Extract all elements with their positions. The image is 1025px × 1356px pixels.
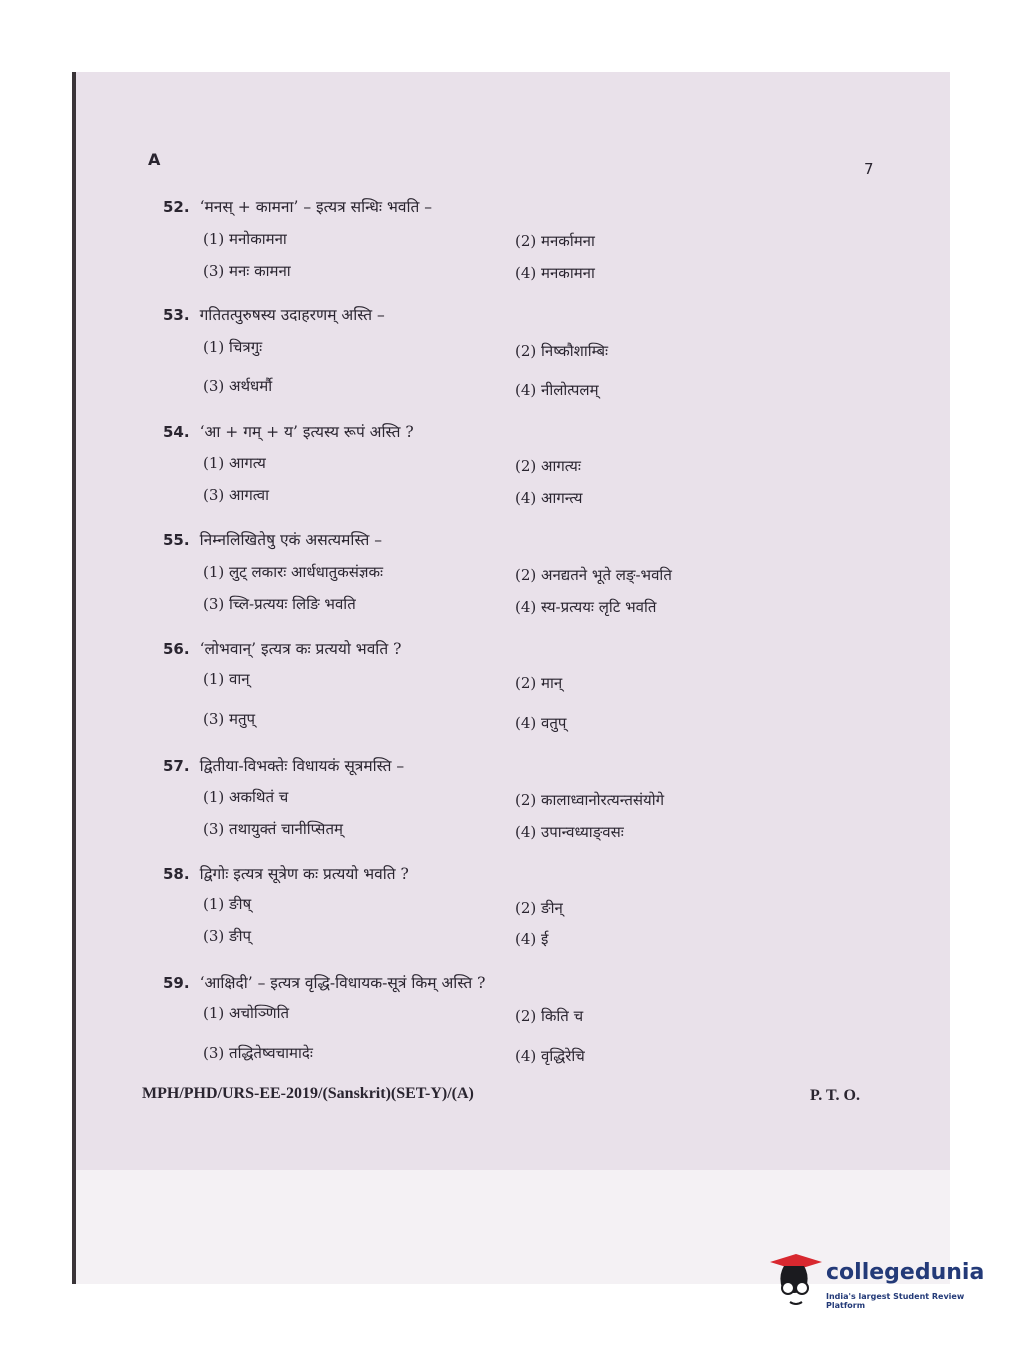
question-text: गतितत्पुरुषस्य उदाहरणम् अस्ति – xyxy=(199,306,385,324)
option-3: (3) च्लि-प्रत्ययः लिङि भवति xyxy=(203,595,356,613)
question-text: निम्नलिखितेषु एकं असत्यमस्ति – xyxy=(199,531,382,549)
option-4: (4) नीलोत्पलम् xyxy=(515,381,599,399)
option-2: (2) अनद्यतने भूते लङ्-भवति xyxy=(515,566,672,584)
option-4: (4) ई xyxy=(515,930,549,948)
option-2: (2) किति च xyxy=(515,1007,584,1025)
option-1: (1) वान् xyxy=(203,670,250,688)
option-3: (3) तद्धितेष्वचामादेः xyxy=(203,1044,313,1062)
option-3: (3) मनः कामना xyxy=(203,262,291,280)
question-stem xyxy=(163,971,485,993)
question-stem xyxy=(163,862,409,884)
pto-label: P. T. O. xyxy=(810,1087,860,1104)
question-text: ‘आ + गम् + य’ इत्यस्य रूपं अस्ति ? xyxy=(199,423,414,441)
question-text: ‘मनस् + कामना’ – इत्यत्र सन्धिः भवति – xyxy=(199,198,433,216)
set-letter: A xyxy=(148,150,161,169)
collegedunia-logo xyxy=(766,1248,996,1312)
question-stem xyxy=(163,637,401,659)
option-1: (1) ङीष् xyxy=(203,895,252,913)
question-text: द्विगोः इत्यत्र सूत्रेण कः प्रत्ययो भवति ? xyxy=(199,865,409,883)
option-4: (4) वृद्धिरेचि xyxy=(515,1047,585,1065)
option-3: (3) मतुप् xyxy=(203,710,256,728)
option-4: (4) आगन्त्य xyxy=(515,489,583,507)
question-text: ‘लोभवान्’ इत्यत्र कः प्रत्ययो भवति ? xyxy=(199,640,402,658)
option-1: (1) मनोकामना xyxy=(203,230,287,248)
option-4: (4) मनकामना xyxy=(515,264,595,282)
question-number: 55. xyxy=(163,531,190,549)
option-2: (2) निष्कौशाम्बिः xyxy=(515,342,609,360)
option-1: (1) चित्रगुः xyxy=(203,338,263,356)
question-text: द्वितीया-विभक्तेः विधायकं सूत्रमस्ति – xyxy=(199,757,405,775)
option-2: (2) कालाध्वानोरत्यन्तसंयोगे xyxy=(515,791,665,809)
question-number: 56. xyxy=(163,640,190,658)
question-number: 57. xyxy=(163,757,190,775)
question-stem xyxy=(163,195,432,217)
option-1: (1) लुट् लकारः आर्धधातुकसंज्ञकः xyxy=(203,563,384,581)
option-1: (1) अकथितं च xyxy=(203,788,289,806)
option-3: (3) ङीप् xyxy=(203,927,251,945)
option-1: (1) अचोञ्णिति xyxy=(203,1004,290,1022)
option-2: (2) मान् xyxy=(515,674,563,692)
option-4: (4) उपान्वध्याङ्वसः xyxy=(515,823,624,841)
option-4: (4) वतुप् xyxy=(515,714,567,732)
question-number: 54. xyxy=(163,423,190,441)
question-stem xyxy=(163,420,414,442)
option-1: (1) आगत्य xyxy=(203,454,266,472)
question-number: 58. xyxy=(163,865,190,883)
option-2: (2) आगत्यः xyxy=(515,457,581,475)
option-3: (3) अर्थधर्मौ xyxy=(203,377,273,395)
question-number: 53. xyxy=(163,306,190,324)
question-stem xyxy=(163,528,382,550)
paper-edge-shadow xyxy=(72,72,76,1284)
mascot-icon xyxy=(766,1248,824,1312)
question-number: 59. xyxy=(163,974,190,992)
question-text: ‘आक्षिदी’ – इत्यत्र वृद्धि-विधायक-सूत्रं किम् अस्ति ? xyxy=(199,974,486,992)
logo-tagline: India's largest Student Review Platform xyxy=(826,1292,965,1310)
question-number: 52. xyxy=(163,198,190,216)
option-3: (3) तथायुक्तं चानीप्सितम् xyxy=(203,820,343,838)
option-4: (4) स्य-प्रत्ययः लृटि भवति xyxy=(515,598,657,616)
option-2: (2) ङीन् xyxy=(515,899,563,917)
logo-wordmark: collegedunia xyxy=(826,1260,985,1285)
option-2: (2) मनर्कामना xyxy=(515,232,595,250)
option-3: (3) आगत्वा xyxy=(203,486,269,504)
question-stem xyxy=(163,303,385,325)
paper-code: MPH/PHD/URS-EE-2019/(Sanskrit)(SET-Y)/(A) xyxy=(142,1085,474,1102)
page-number: 7 xyxy=(864,160,874,178)
question-stem xyxy=(163,754,404,776)
